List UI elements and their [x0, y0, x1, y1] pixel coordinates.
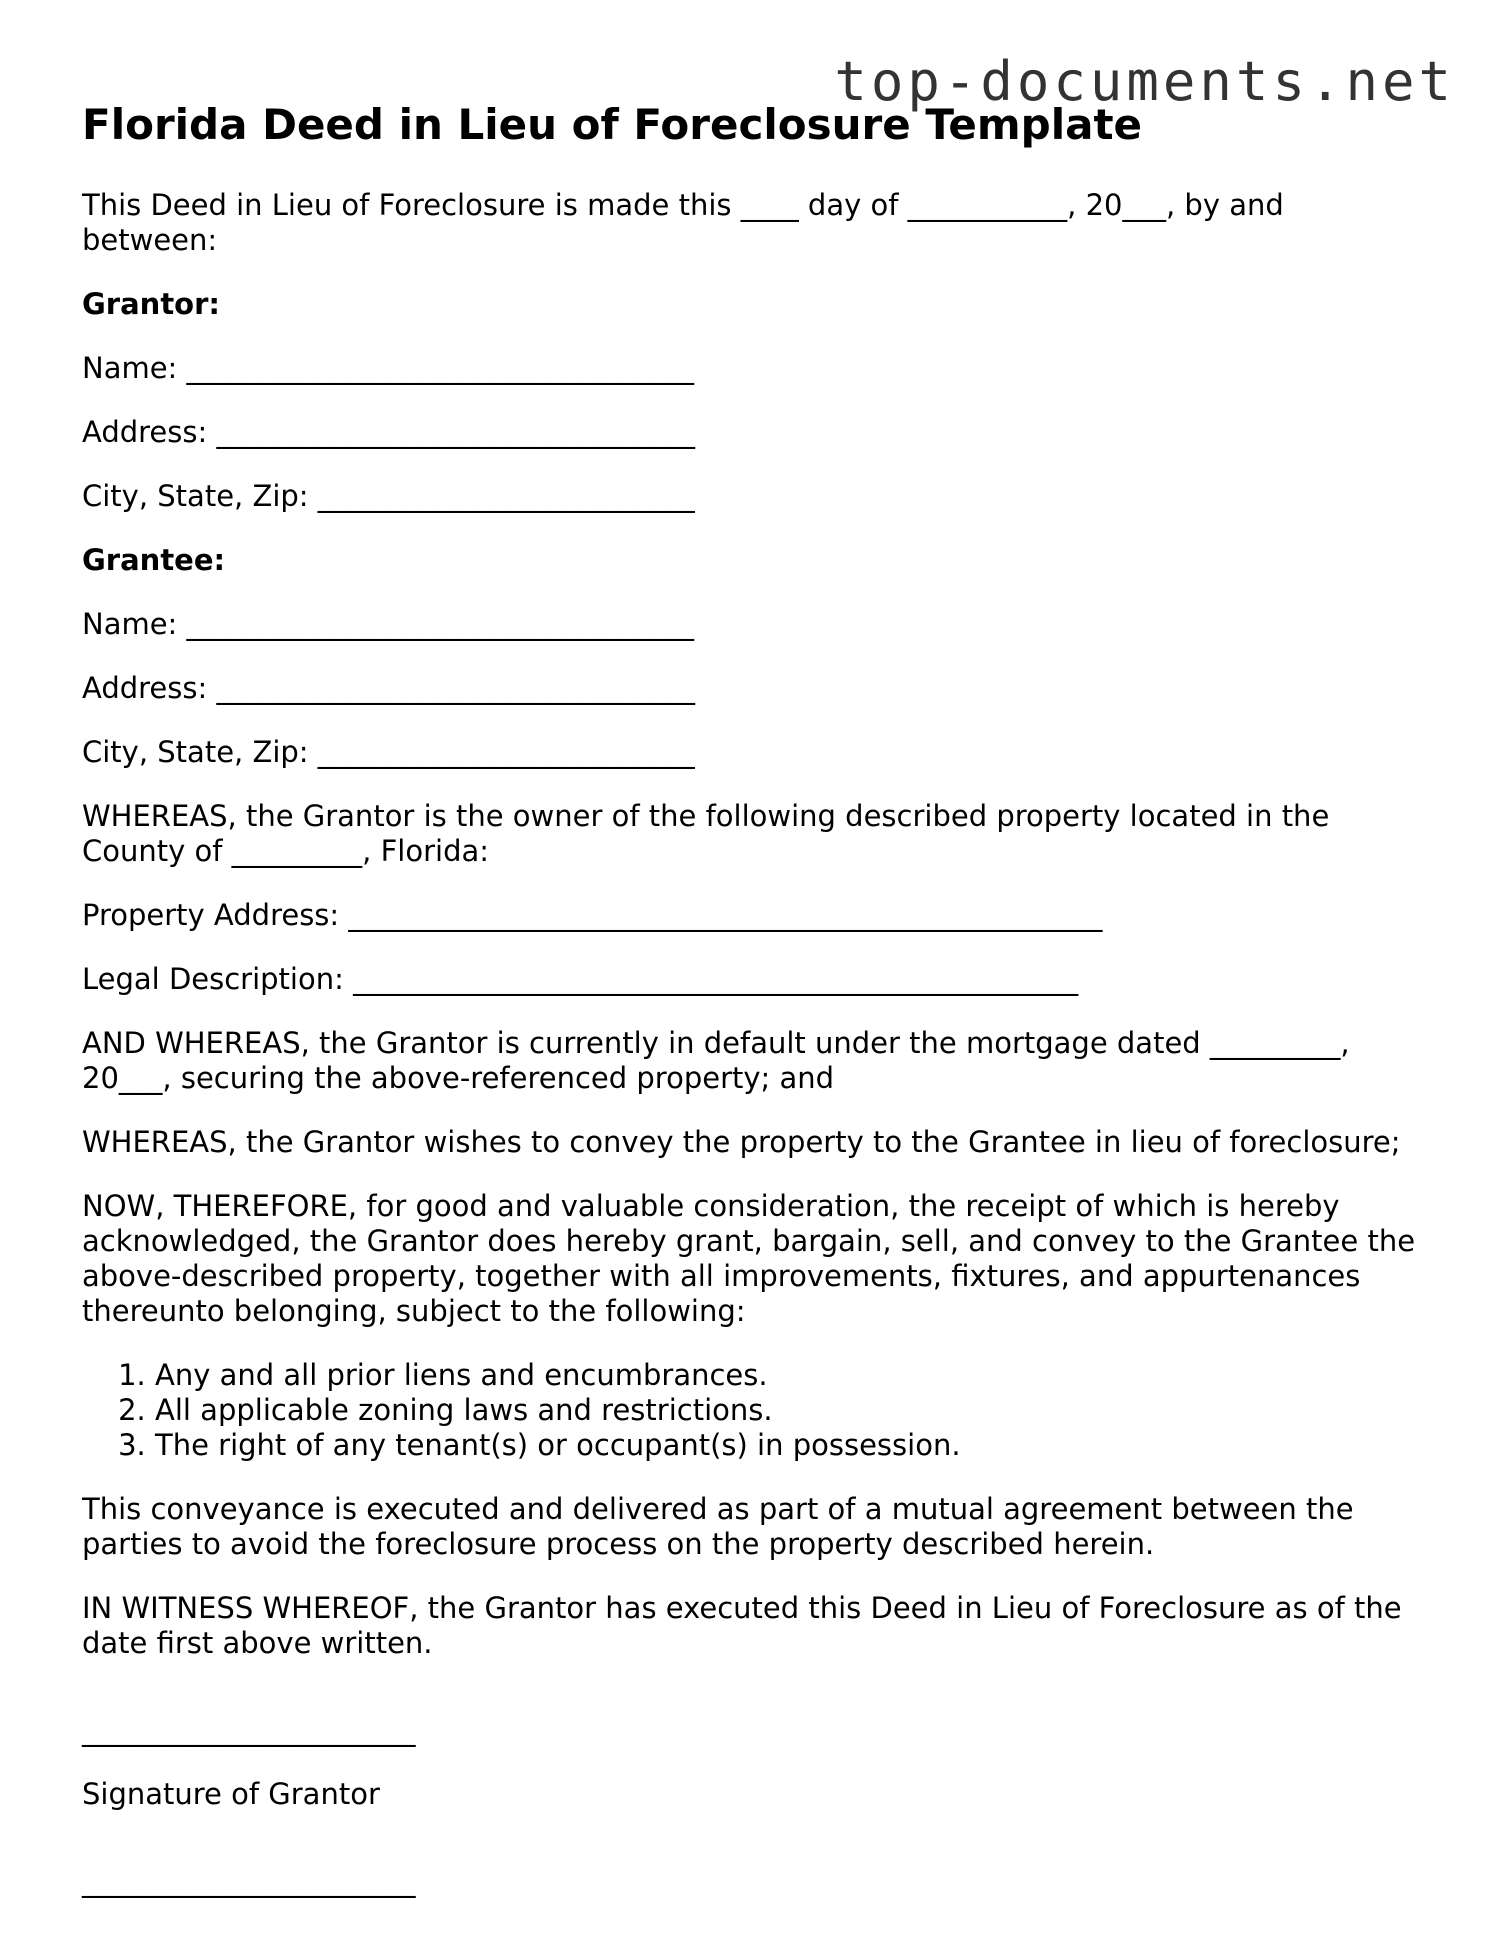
witness-paragraph: IN WITNESS WHEREOF, the Grantor has executed this Deed in Lieu of Foreclosure as of the date first above written.	[82, 1591, 1402, 1661]
grantor-heading: Grantor:	[82, 287, 221, 322]
property-address-field: Property Address: ____________________________________________________	[82, 898, 1103, 933]
document-page	[82, 100, 1422, 1928]
whereas-owner-paragraph: WHEREAS, the Grantor is the owner of the following described property located in the County of _________, Florida:	[82, 799, 1330, 869]
whereas-default-paragraph: AND WHEREAS, the Grantor is currently in default under the mortgage dated _________, 20___, securing the above-referenced property; and	[82, 1026, 1350, 1096]
conveyance-paragraph: This conveyance is executed and delivered as part of a mutual agreement between the parties to avoid the foreclosure process on the property described herein.	[82, 1492, 1354, 1562]
intro-paragraph: This Deed in Lieu of Foreclosure is made this ____ day of ___________, 20___, by and between:	[82, 188, 1284, 258]
legal-description-field: Legal Description: __________________________________________________	[82, 962, 1079, 997]
grantee-name-field: Name: ___________________________________	[82, 607, 695, 642]
whereas-convey-paragraph: WHEREAS, the Grantor wishes to convey the property to the Grantee in lieu of foreclosure;	[82, 1125, 1401, 1160]
second-signature-line: _______________________	[82, 1864, 416, 1899]
condition-item: 2. All applicable zoning laws and restrictions.	[155, 1393, 1422, 1428]
condition-item: 3. The right of any tenant(s) or occupant(s) in possession.	[155, 1428, 1422, 1463]
grantee-heading: Grantee:	[82, 543, 226, 578]
document-title: Florida Deed in Lieu of Foreclosure Template	[82, 100, 1143, 149]
grantor-city-field: City, State, Zip: __________________________	[82, 479, 695, 514]
grantor-address-field: Address: _________________________________	[82, 415, 695, 450]
now-therefore-paragraph: NOW, THEREFORE, for good and valuable consideration, the receipt of which is hereby acknowledged, the Grantor does hereby grant, bargain, sell, and convey to the Grantee the above-described property, together with all improvements, fixtures, and appurtenances thereunto belonging, subject to the following:	[82, 1189, 1416, 1329]
grantor-signature-line: _______________________	[82, 1713, 416, 1748]
grantor-signature-label: Signature of Grantor	[82, 1777, 380, 1812]
site-watermark: top-documents.net	[834, 50, 1455, 113]
condition-item: 1. Any and all prior liens and encumbrances.	[155, 1358, 1422, 1393]
grantor-name-field: Name: ___________________________________	[82, 351, 695, 386]
grantee-address-field: Address: _________________________________	[82, 671, 695, 706]
conditions-list	[82, 1358, 1422, 1463]
grantee-city-field: City, State, Zip: __________________________	[82, 735, 695, 770]
